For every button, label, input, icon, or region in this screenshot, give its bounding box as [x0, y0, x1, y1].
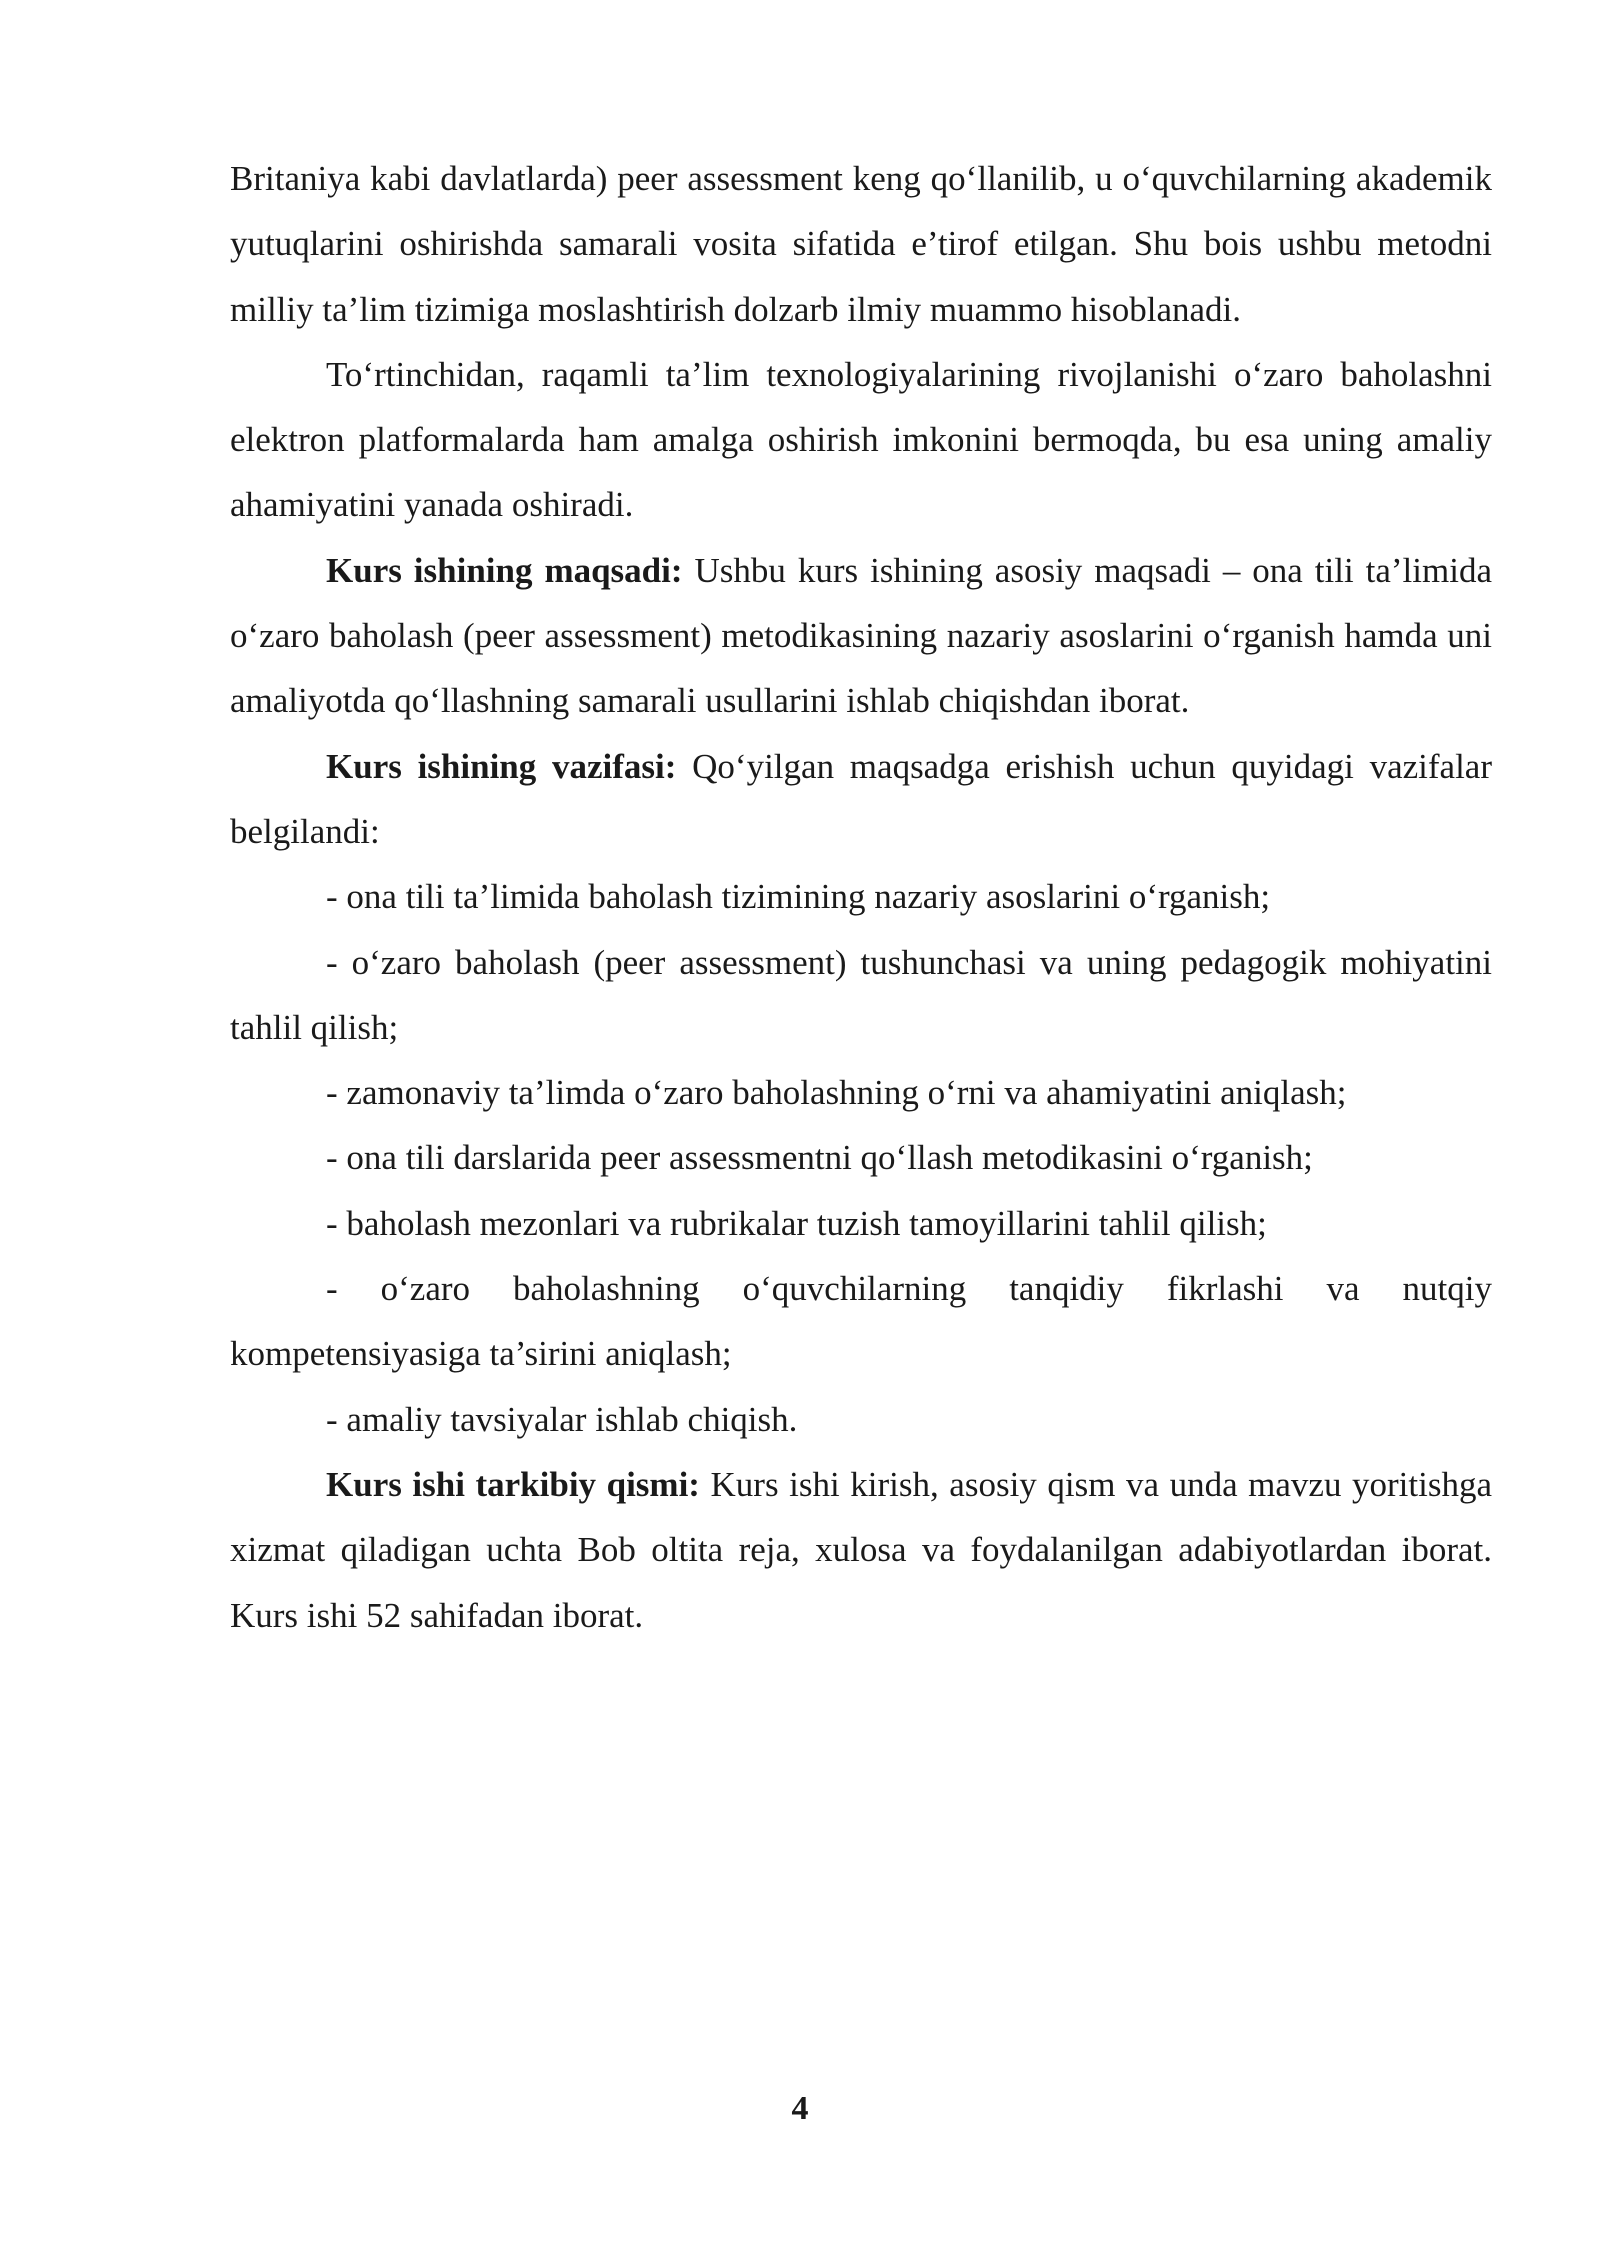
task-item: - ona tili ta’limida baholash tizimining nazariy asoslarini o‘rganish;	[326, 877, 1271, 917]
vazifasi-heading: Kurs ishining vazifasi:	[326, 746, 677, 786]
document-body	[230, 146, 1492, 1648]
page-number: 4	[791, 2090, 809, 2127]
paragraph-vazifasi	[230, 734, 1492, 865]
task-item: - zamonaviy ta’limda o‘zaro baholashning o‘rni va ahamiyatini aniqlash;	[326, 1073, 1347, 1113]
tarkibiy-qismi-heading: Kurs ishi tarkibiy qismi:	[326, 1464, 700, 1504]
paragraph-tortinchidan: To‘rtinchidan, raqamli ta’lim texnologiyalarining rivojlanishi o‘zaro baholashni elektron platformalarda ham amalga oshirish imkonini bermoqda, bu esa uning amaliy ahamiyatini yanada oshiradi.	[230, 354, 1492, 525]
task-item: - baholash mezonlari va rubrikalar tuzish tamoyillarini tahlil qilish;	[326, 1203, 1267, 1243]
tarkibiy-qismi-text: Kurs ishi kirish, asosiy qism va unda mavzu yoritishga xizmat qiladigan uchta Bob oltita reja, xulosa va foydalanilgan adabiyotlardan iborat. Kurs ishi 52 sahifadan iborat.	[230, 1464, 1492, 1635]
maqsadi-text: Ushbu kurs ishining asosiy maqsadi – ona tili ta’limida o‘zaro baholash (peer assessment) metodikasining nazariy asoslarini o‘rganish hamda uni amaliyotda qo‘llashning samarali usullarini ishlab chiqishdan iborat.	[230, 550, 1492, 721]
task-item: - o‘zaro baholash (peer assessment) tushunchasi va uning pedagogik mohiyatini tahlil qilish;	[230, 942, 1492, 1047]
paragraph-tarkibiy-qismi	[230, 1452, 1492, 1648]
paragraph-britaniya: Britaniya kabi davlatlarda) peer assessment keng qo‘llanilib, u o‘quvchilarning akademik yutuqlarini oshirishda samarali vosita sifatida e’tirof etilgan. Shu bois ushbu metodni milliy ta’lim tizimiga moslashtirish dolzarb ilmiy muammo hisoblanadi.	[230, 159, 1492, 329]
paragraph-maqsadi	[230, 538, 1492, 734]
vazifasi-text: Qo‘yilgan maqsadga erishish uchun quyidagi vazifalar belgilandi:	[230, 746, 1492, 851]
task-item: - o‘zaro baholashning o‘quvchilarning tanqidiy fikrlashi va nutqiy kompetensiyasiga ta’sirini aniqlash;	[230, 1269, 1492, 1374]
maqsadi-heading: Kurs ishining maqsadi:	[326, 550, 683, 590]
task-item: - ona tili darslarida peer assessmentni qo‘llash metodikasini o‘rganish;	[326, 1138, 1313, 1178]
task-item: - amaliy tavsiyalar ishlab chiqish.	[326, 1399, 798, 1439]
